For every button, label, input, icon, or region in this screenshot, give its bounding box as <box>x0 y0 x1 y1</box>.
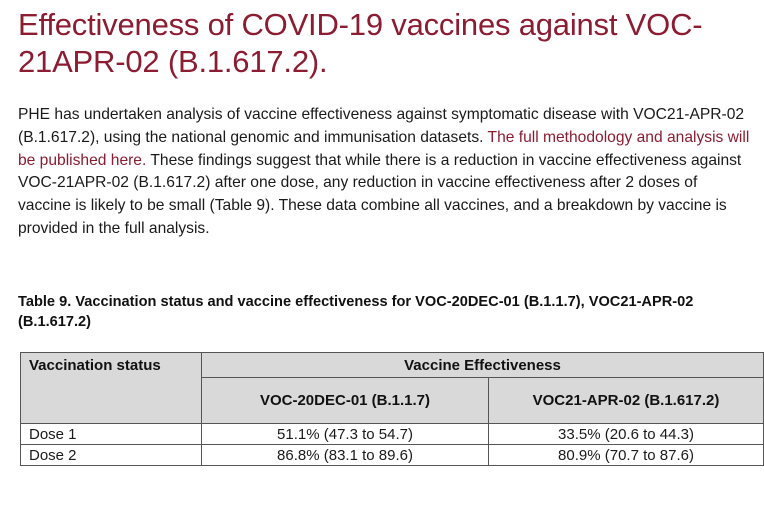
header-vaccination-status: Vaccination status <box>21 353 202 424</box>
header-variant-b16172: VOC21-APR-02 (B.1.617.2) <box>489 378 764 424</box>
header-vaccine-effectiveness: Vaccine Effectiveness <box>202 353 764 378</box>
table-header-row <box>21 353 764 378</box>
row-status-cell: Dose 2 <box>21 445 202 466</box>
row-variant-a-cell: 51.1% (47.3 to 54.7) <box>202 424 489 445</box>
row-variant-b-cell: 33.5% (20.6 to 44.3) <box>489 424 764 445</box>
page-title: Effectiveness of COVID-19 vaccines against VOC-21APR-02 (B.1.617.2). <box>18 7 703 79</box>
table-caption: Table 9. Vaccination status and vaccine effectiveness for VOC-20DEC-01 (B.1.1.7), VOC21-APR-02 (B.1.617.2) <box>18 294 694 330</box>
vaccine-effectiveness-table <box>20 352 764 466</box>
table-row <box>21 424 764 445</box>
intro-paragraph <box>18 104 750 241</box>
methodology-link[interactable]: The full methodology and analysis will be published here. <box>18 128 750 169</box>
intro-text-start: PHE has undertaken analysis of vaccine effectiveness against symptomatic disease with VOC21-APR-02 (B.1.617.2), using the national genomic and immunisation datasets. <box>18 106 745 146</box>
table-row <box>21 445 764 466</box>
header-variant-b117: VOC-20DEC-01 (B.1.1.7) <box>202 378 489 424</box>
row-variant-a-cell: 86.8% (83.1 to 89.6) <box>202 445 489 466</box>
row-status-cell: Dose 1 <box>21 424 202 445</box>
row-variant-b-cell: 80.9% (70.7 to 87.6) <box>489 445 764 466</box>
intro-text-end: These findings suggest that while there is a reduction in vaccine effectiveness against VOC-21APR-02 (B.1.617.2) after one dose, any reduction in vaccine effectiveness after 2 doses of vaccine is likely to be small (Table 9). These data combine all vaccines, and a breakdown by vaccine is provided in the full analysis. <box>18 151 742 237</box>
